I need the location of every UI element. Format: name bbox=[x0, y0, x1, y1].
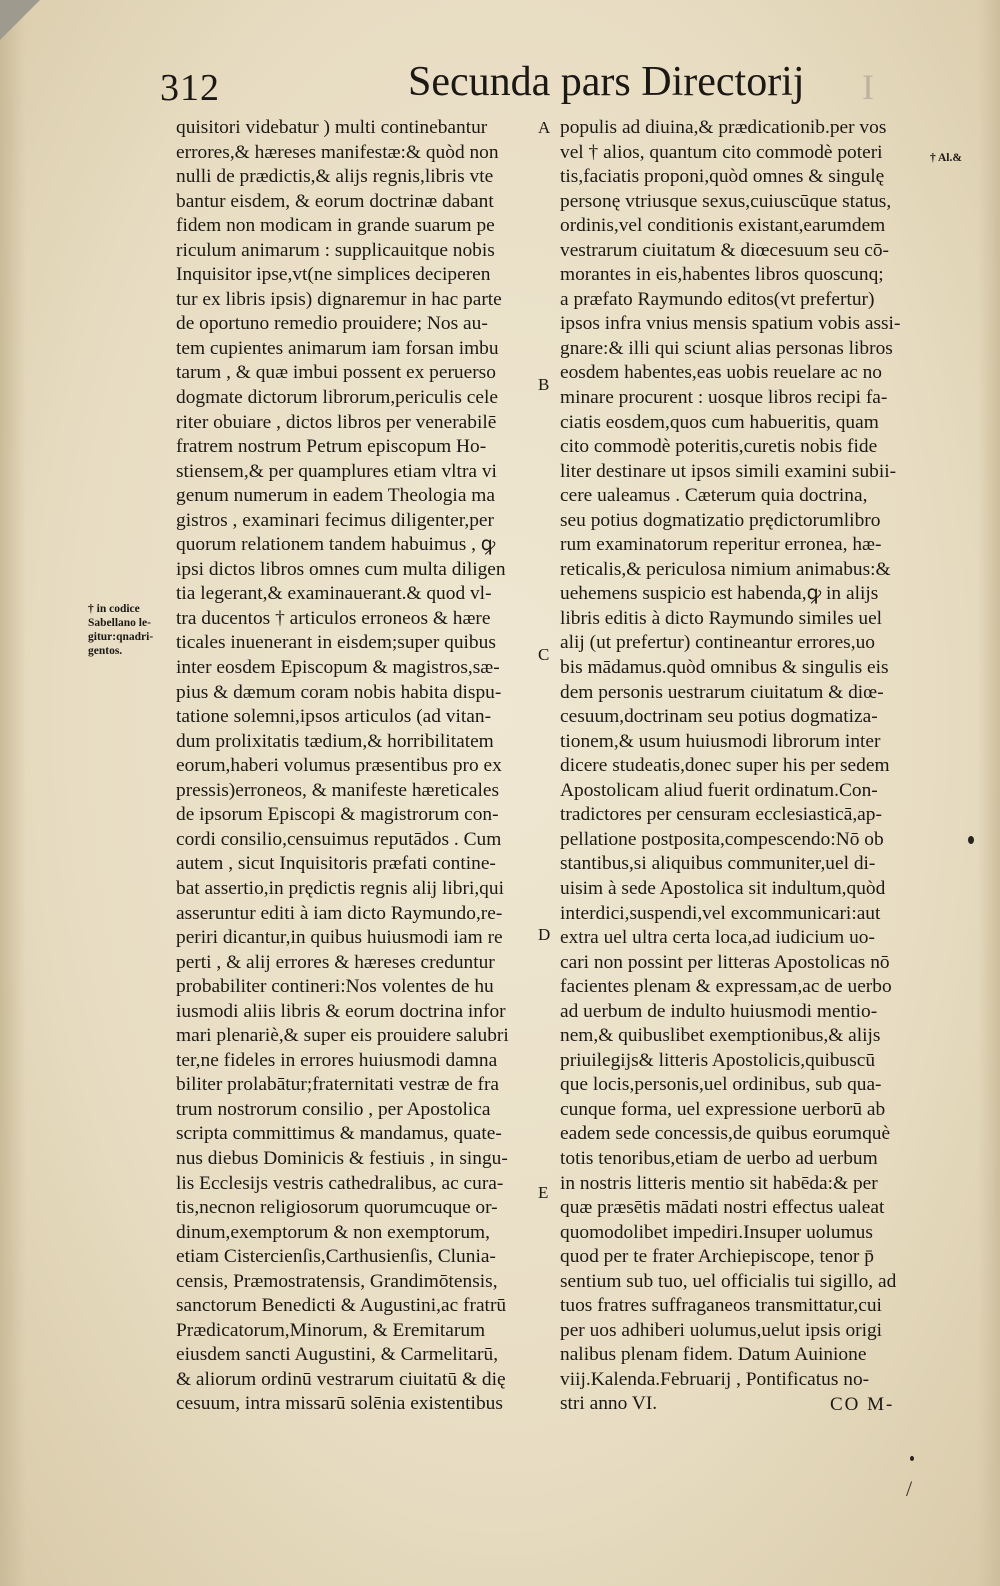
text-line: dogmate dictorum librorum,periculis cele bbox=[176, 387, 499, 409]
text-line: sentium sub tuo, uel officialis tui sigillo, ad bbox=[560, 1270, 897, 1292]
folded-corner bbox=[0, 0, 40, 40]
section-letter-e: E bbox=[538, 1183, 549, 1202]
text-line: ticales inuenerant in eisdem;super quibus bbox=[176, 632, 496, 654]
text-line: biliter prolabātur;fraternitati vestræ de fra bbox=[176, 1074, 500, 1096]
text-line: cari non possint per litteras Apostolicas nō bbox=[560, 951, 890, 973]
text-line: dem personis uestrarum ciuitatum & diœ- bbox=[560, 681, 884, 703]
text-line: scripta committimus & mandamus, quate- bbox=[176, 1123, 502, 1145]
text-line: de ipsorum Episcopi & magistrorum con- bbox=[176, 804, 499, 826]
text-line: tarum , & quæ imbui possent ex peruerso bbox=[176, 362, 496, 384]
text-line: gistros , examinari fecimus diligenter,per bbox=[176, 509, 494, 531]
running-head: Secunda pars Directorij bbox=[408, 59, 805, 105]
text-line: tatione solemni,ipsos articulos (ad vitan- bbox=[176, 706, 492, 728]
text-line: tis,faciatis proponi,quòd omnes & singulę bbox=[560, 166, 885, 188]
text-line: vel † alios, quantum cito commodè poteri bbox=[560, 141, 883, 163]
text-line: ciatis eosdem,quos cum habueritis, quam bbox=[560, 411, 879, 433]
text-line: nalibus plenam fidem. Datum Auinione bbox=[560, 1344, 867, 1366]
text-line: in nostris litteris mentio sit habēda:& per bbox=[560, 1172, 878, 1194]
text-line: tis,necnon religiosorum quorumcuque or- bbox=[176, 1197, 498, 1219]
text-line: Inquisitor ipse,vt(ne simplices deciperen bbox=[176, 264, 491, 286]
text-line: tradictores per censuram ecclesiasticā,ap- bbox=[560, 804, 882, 826]
text-line: eorum,haberi volumus præsentibus pro ex bbox=[176, 755, 502, 777]
text-line: cito commodè poteritis,curetis nobis fide bbox=[560, 436, 878, 458]
text-line: minare procurent : uosque libros recipi fa- bbox=[560, 387, 888, 409]
text-line: pius & dæmum coram nobis habita dispu- bbox=[176, 681, 502, 703]
text-line: seu potius dogmatizatio prędictorumlibro bbox=[560, 509, 881, 531]
text-line: populis ad diuina,& prædicationib.per vos bbox=[560, 117, 887, 138]
text-line: fratrem nostrum Petrum episcopum Ho- bbox=[176, 436, 487, 458]
text-line: libris editis à dicto Raymundo similes uel bbox=[560, 607, 883, 629]
text-line: ordinis,vel conditionis existant,earumdem bbox=[560, 215, 886, 237]
text-line: stiensem,& per quamplures etiam vltra vi bbox=[176, 460, 497, 482]
text-line: eiusdem sancti Augustini, & Carmelitarū, bbox=[176, 1344, 499, 1366]
text-line: nus diebus Dominicis & festiuis , in singu- bbox=[176, 1147, 508, 1169]
section-letter-d: D bbox=[538, 925, 551, 944]
text-line: ipsos infra vnius mensis spatium vobis assi- bbox=[560, 313, 901, 335]
show-through-letter: I bbox=[862, 67, 874, 107]
text-line: quomodolibet impediri.Insuper uolumus bbox=[560, 1221, 873, 1243]
text-line: Apostolicam aliud fuerit ordinatum.Con- bbox=[560, 779, 878, 801]
text-line: vestrarum ciuitatum & diœcesuum seu cō- bbox=[560, 239, 890, 261]
text-line: inter eosdem Episcopum & magistros,sæ- bbox=[176, 657, 500, 679]
text-line: extra uel ultra certa loca,ad iudicium uo- bbox=[560, 927, 875, 949]
text-line: quisitori videbatur ) multi continebantur bbox=[176, 117, 488, 138]
text-line: ter,ne fideles in errores huiusmodi damna bbox=[176, 1049, 498, 1071]
text-line: riter obuiare , dictos libros per venerabilē bbox=[176, 411, 497, 433]
text-line: fidem non modicam in grande suarum pe bbox=[176, 215, 495, 237]
text-line: facientes plenam & expressam,ac de uerbo bbox=[560, 976, 892, 998]
text-line: autem , sicut Inquisitoris præfati contine- bbox=[176, 853, 496, 875]
page-edge-shadow-right bbox=[978, 0, 1000, 1586]
text-line: bantur eisdem, & eorum doctrinæ dabant bbox=[176, 190, 494, 212]
margin-note-right: † Al.& bbox=[930, 152, 962, 164]
text-line: bis mādamus.quòd omnibus & singulis eis bbox=[560, 657, 889, 679]
page-number: 312 bbox=[160, 67, 220, 109]
text-line: uisim à sede Apostolica sit indultum,quòd bbox=[560, 877, 886, 899]
text-line: bat assertio,in prędictis regnis alij libri,qui bbox=[176, 877, 504, 899]
text-line: gnare:& illi qui sciunt alias personas libros bbox=[560, 337, 893, 359]
text-line: asseruntur editi à iam dicto Raymundo,re- bbox=[176, 902, 503, 924]
page-edge-shadow-left bbox=[0, 0, 26, 1586]
text-line: tur ex libris ipsis) dignaremur in hac parte bbox=[176, 288, 502, 310]
text-line: tia legerant,& examinauerant.& quod vl- bbox=[176, 583, 492, 605]
text-line: etiam Cistercienſis,Carthusienſis, Clunia- bbox=[176, 1246, 496, 1268]
text-line: interdici,suspendi,vel excommunicari:aut bbox=[560, 902, 881, 924]
text-line: cere ualeamus . Cæterum quia doctrina, bbox=[560, 485, 868, 507]
text-line: cesuum,doctrinam seu potius dogmatiza- bbox=[560, 706, 878, 728]
text-line: genum numerum in eadem Theologia ma bbox=[176, 485, 495, 507]
text-line: tuos fratres suffraganeos transmittatur,cui bbox=[560, 1295, 882, 1317]
margin-note-line: gitur:qnadri- bbox=[88, 631, 154, 643]
section-letter-a: A bbox=[538, 118, 551, 137]
text-line: nulli de prædictis,& alijs regnis,libris vte bbox=[176, 166, 494, 188]
text-line: stri anno VI. bbox=[560, 1393, 658, 1415]
text-line: lis Ecclesijs vestris cathedralibus, ac cura- bbox=[176, 1172, 504, 1194]
text-line: censis, Præmostratensis, Grandimōtensis, bbox=[176, 1270, 498, 1292]
text-line: nem,& quibuslibet exemptionibus,& alijs bbox=[560, 1025, 881, 1047]
text-line: pressis)erroneos, & manifeste hæreticales bbox=[176, 779, 500, 801]
section-letter-b: B bbox=[538, 375, 550, 394]
text-line: dum prolixitatis tædium,& horribilitatem bbox=[176, 730, 494, 752]
text-line: probabiliter contineri:Nos volentes de hu bbox=[176, 976, 494, 998]
text-line: totis tenoribus,etiam de uerbo ad uerbum bbox=[560, 1147, 878, 1169]
text-line: morantes in eis,habentes libros quoscunq; bbox=[560, 264, 884, 286]
text-line: priuilegijs& litteris Apostolicis,quibuscū bbox=[560, 1049, 876, 1071]
margin-note-line: gentos. bbox=[88, 645, 123, 657]
ink-spot bbox=[910, 1456, 914, 1461]
text-line: mari plenariè,& super eis prouidere salubri bbox=[176, 1025, 509, 1047]
text-line: liter destinare ut ipsos simili examini subii- bbox=[560, 460, 897, 482]
text-line: personę vtriusque sexus,cuiuscūque status, bbox=[560, 190, 892, 212]
text-line: ipsi dictos libros omnes cum multa diligen bbox=[176, 558, 506, 580]
text-line: trum nostrorum consilio , per Apostolica bbox=[176, 1098, 491, 1120]
right-text-column bbox=[560, 116, 952, 1417]
ink-spot bbox=[968, 836, 974, 844]
text-line: viij.Kalenda.Februarij , Pontificatus no- bbox=[560, 1368, 870, 1390]
text-line: rum examinatorum reperitur erronea, hæ- bbox=[560, 534, 882, 556]
text-line: cordi consilio,censuimus reputādos . Cum bbox=[176, 828, 502, 850]
text-line: eadem sede concessis,de quibus eorumquè bbox=[560, 1123, 891, 1145]
text-line: alij (ut prefertur) contineantur errores,uo bbox=[560, 632, 875, 654]
margin-note-line: † in codice bbox=[88, 603, 140, 615]
text-line: tionem,& usum huiusmodi librorum inter bbox=[560, 730, 881, 752]
text-line: eosdem habentes,eas uobis reuelare ac no bbox=[560, 362, 882, 384]
text-line: reticalis,& periculosa nimium animabus:& bbox=[560, 558, 891, 580]
margin-note-left bbox=[88, 602, 174, 658]
text-line: cesuum, intra missarū solēnia existentibus bbox=[176, 1393, 503, 1415]
section-letter-c: C bbox=[538, 645, 550, 664]
text-line: tra ducentos † articulos erroneos & hære bbox=[176, 607, 491, 629]
text-line: Prædicatorum,Minorum, & Eremitarum bbox=[176, 1319, 486, 1341]
ink-stroke: / bbox=[906, 1476, 913, 1501]
text-line: sanctorum Benedicti & Augustini,ac fratrū bbox=[176, 1295, 507, 1317]
text-line: periri dicantur,in quibus huiusmodi iam re bbox=[176, 927, 503, 949]
left-text-column bbox=[176, 116, 532, 1417]
text-line: errores,& hæreses manifestæ:& quòd non bbox=[176, 141, 499, 163]
text-line: tem cupientes animarum iam forsan imbu bbox=[176, 337, 499, 359]
text-line: quod per te frater Archiepiscope, tenor p̄ bbox=[560, 1246, 874, 1268]
text-line: perti , & alij errores & hæreses creduntur bbox=[176, 951, 495, 973]
text-line: dinum,exemptorum & non exemptorum, bbox=[176, 1221, 490, 1243]
text-line: per uos adhiberi uolumus,uelut ipsis origi bbox=[560, 1319, 883, 1341]
text-line: cunque forma, uel expressione uerborū ab bbox=[560, 1098, 886, 1120]
text-line: uehemens suspicio est habenda,ꝙ in alijs bbox=[560, 583, 879, 605]
catchword: CO M- bbox=[830, 1394, 895, 1415]
text-line: de oportuno remedio prouidere; Nos au- bbox=[176, 313, 488, 335]
text-line: stantibus,si aliquibus communiter,uel di- bbox=[560, 853, 876, 875]
text-line: quorum relationem tandem habuimus , ꝙ bbox=[176, 534, 496, 556]
text-line: pellatione postposita,compescendo:Nō ob bbox=[560, 828, 884, 850]
text-line: que locis,personis,uel ordinibus, sub qua- bbox=[560, 1074, 882, 1096]
text-line: riculum animarum : supplicauitque nobis bbox=[176, 239, 495, 261]
text-line: a præfato Raymundo editos(vt prefertur) bbox=[560, 288, 875, 310]
text-line: dicere studeatis,donec super his per sedem bbox=[560, 755, 890, 777]
text-line: iusmodi aliis libris & eorum doctrina infor bbox=[176, 1000, 506, 1022]
text-line: ad uerbum de indulto huiusmodi mentio- bbox=[560, 1000, 878, 1022]
text-line: quæ præsētis mādati nostri effectus ualeat bbox=[560, 1197, 885, 1219]
margin-note-line: Sabellano le- bbox=[88, 617, 151, 629]
text-line: & aliorum ordinū vestrarum ciuitatū & dię bbox=[176, 1368, 506, 1390]
